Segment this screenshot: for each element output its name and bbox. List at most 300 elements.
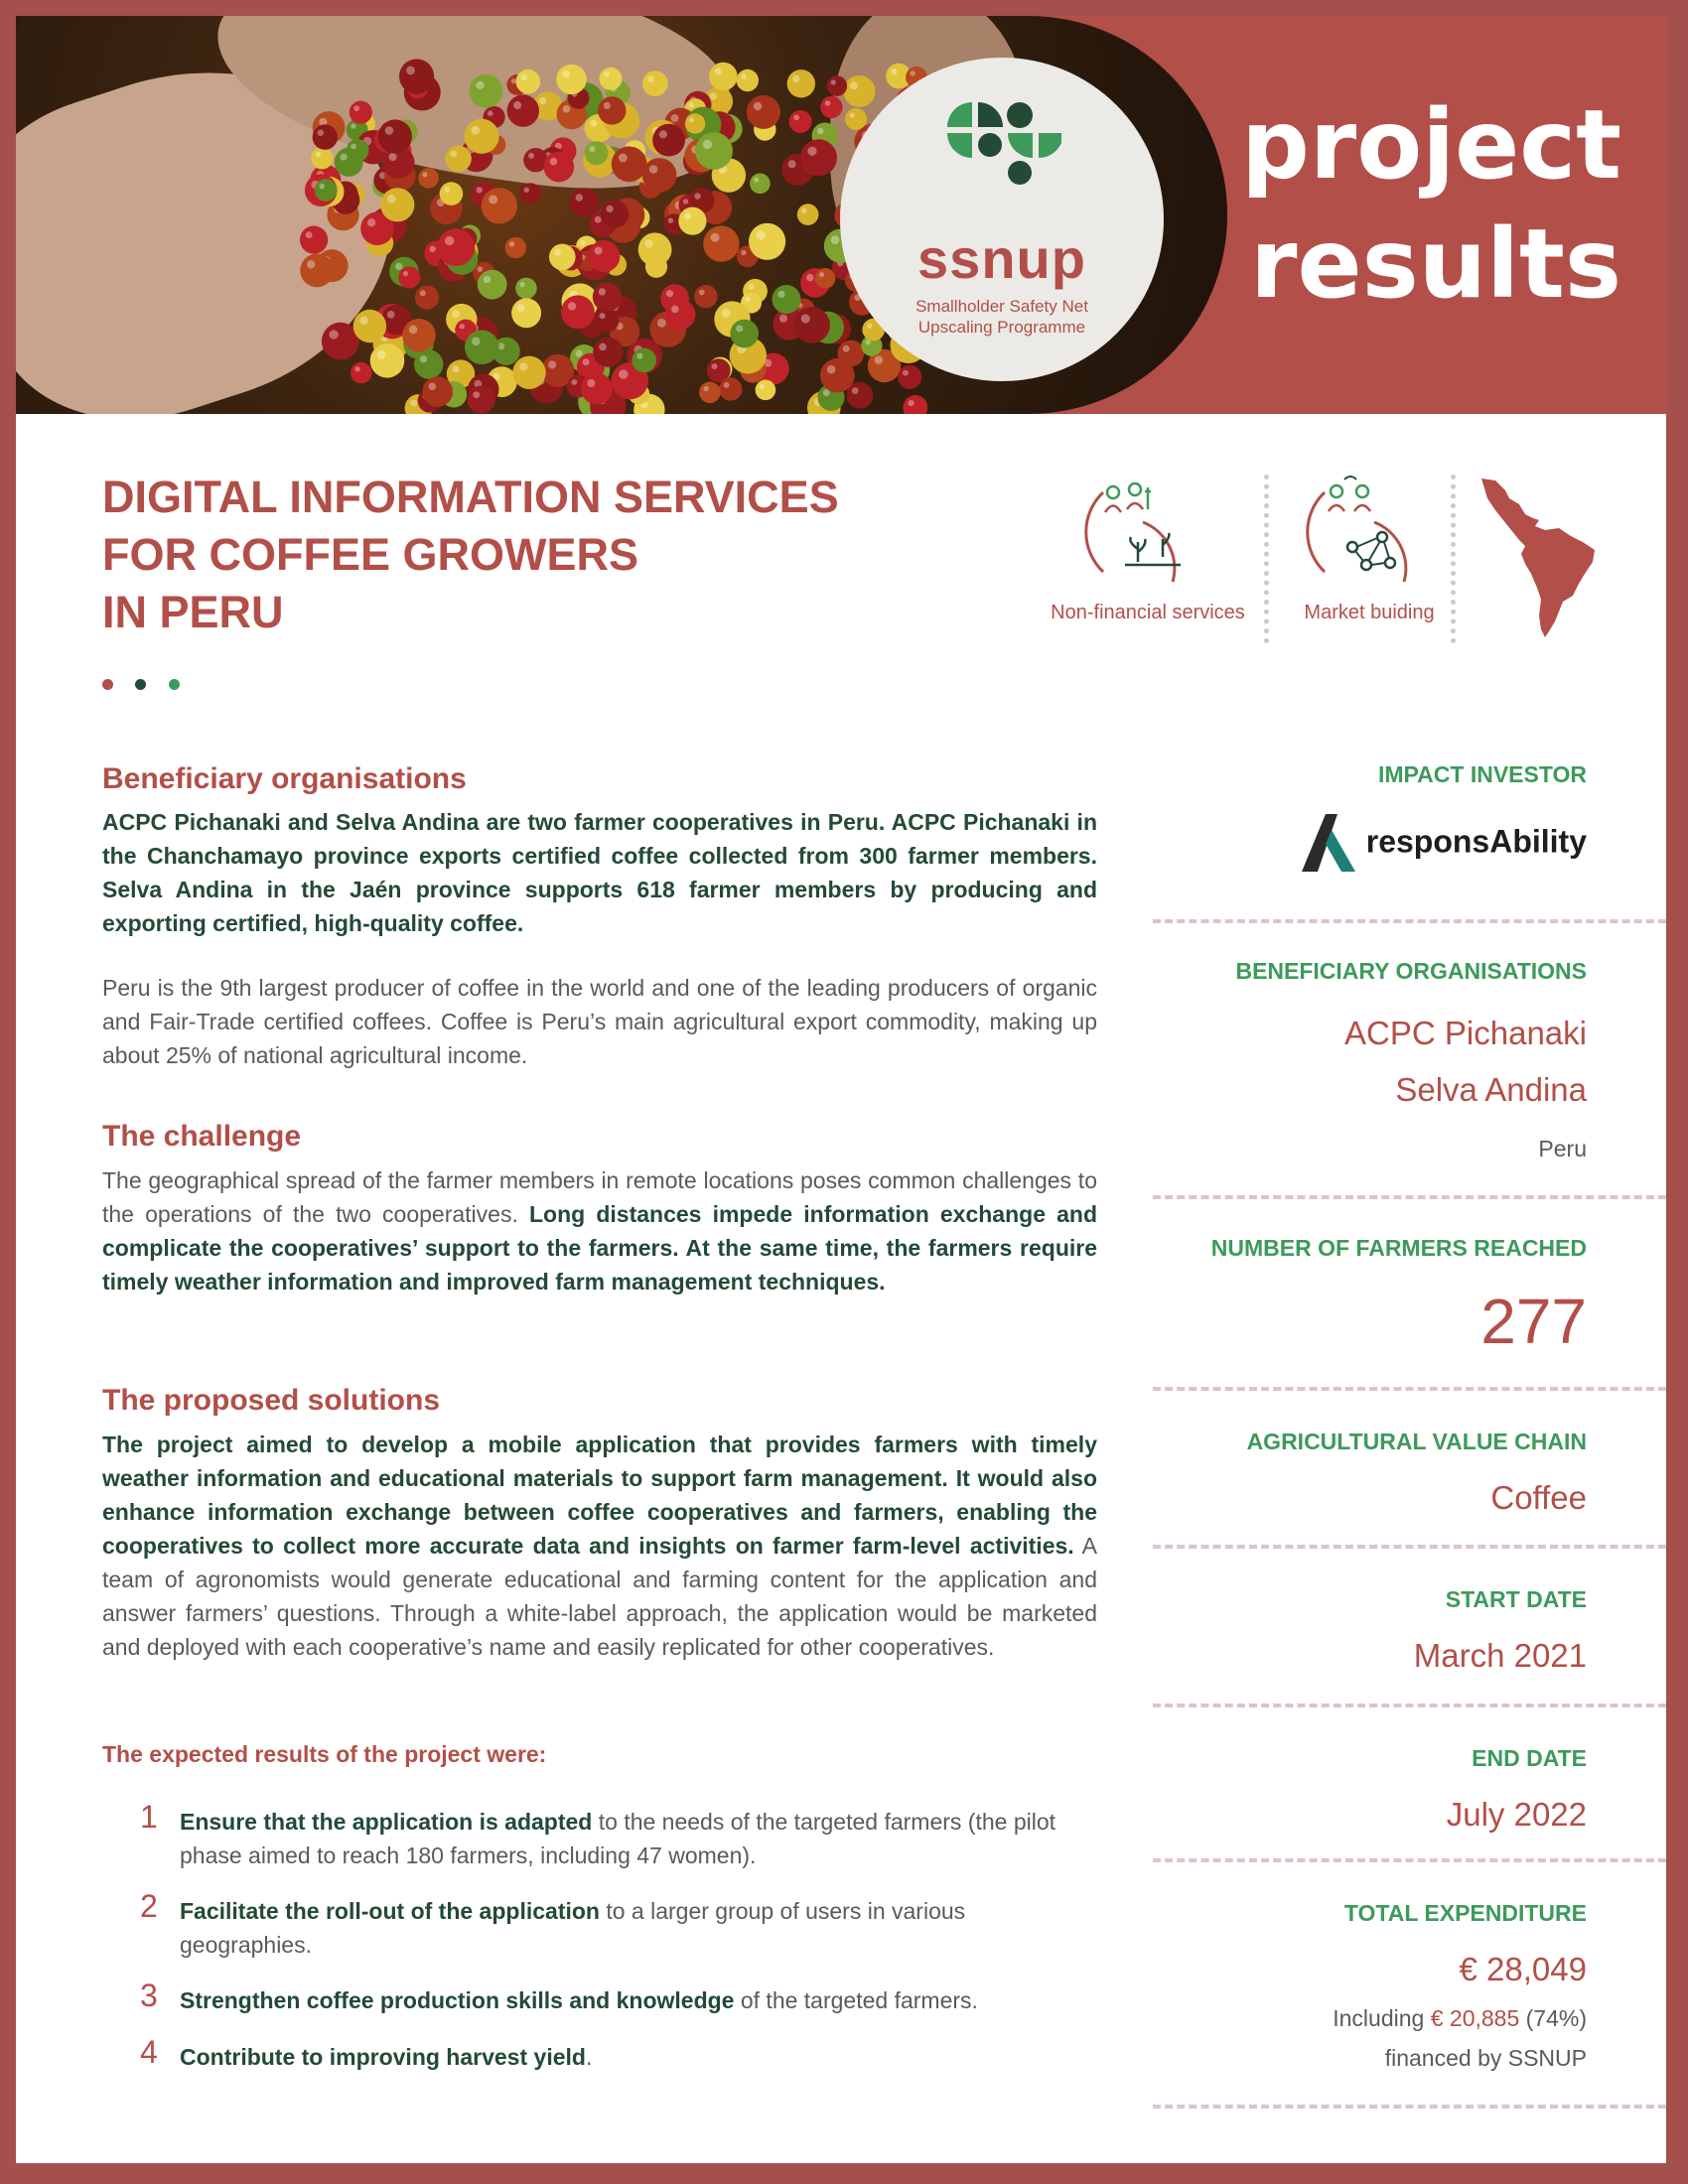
cherry-highlight [451, 151, 458, 158]
title-line-3: IN PERU [102, 587, 284, 637]
coffee-cherry [787, 69, 815, 97]
end-date-heading: END DATE [1472, 1745, 1587, 1771]
coffee-cherry [695, 132, 733, 170]
cherry-highlight [554, 249, 561, 256]
cherry-highlight [757, 230, 766, 239]
cherry-highlight [307, 260, 315, 268]
list-text [180, 1805, 1097, 1872]
farmers-heading: NUMBER OF FARMERS REACHED [1210, 1235, 1587, 1261]
ssnup-wordmark: ssnup [917, 227, 1086, 290]
ssnup-emblem-icon [942, 97, 1061, 187]
cherry-highlight [875, 356, 883, 364]
heading-challenge: The challenge [102, 1120, 302, 1153]
investor-name: responsAbility [1365, 823, 1587, 860]
coffee-cherry [300, 226, 328, 254]
cherry-highlight [528, 153, 534, 159]
cherry-highlight [422, 172, 427, 177]
cherry-highlight [704, 386, 709, 391]
cherry-highlight [316, 152, 322, 158]
cherry-highlight [722, 309, 731, 318]
cherry-highlight [444, 187, 450, 193]
cherry-highlight [583, 358, 590, 365]
sidebar-divider [1153, 1858, 1666, 1862]
coffee-cherry [600, 68, 623, 90]
coffee-cherry [315, 179, 338, 202]
coffee-cherry [844, 75, 876, 107]
list-text [180, 2040, 1097, 2074]
sidebar-divider [1153, 1704, 1666, 1707]
coffee-cherry [440, 182, 464, 205]
cherry-highlight [911, 70, 915, 75]
category-non-financial [1044, 468, 1252, 624]
list-text-bold: Ensure that the application is adapted [180, 1809, 593, 1835]
coffee-cherry [737, 69, 759, 91]
cherry-highlight [736, 325, 743, 332]
divider [1264, 475, 1269, 643]
coffee-cherry [300, 254, 334, 288]
coffee-cherry [570, 188, 600, 217]
cherry-highlight [520, 74, 526, 80]
coffee-cherry [478, 270, 507, 300]
cherry-highlight [452, 310, 460, 318]
start-date-value: March 2021 [1413, 1637, 1587, 1674]
coffee-cherry [561, 295, 595, 329]
cherry-highlight [539, 97, 546, 104]
cherry-highlight [452, 365, 459, 372]
coffee-cherry [601, 200, 629, 227]
heading-solutions: The proposed solutions [102, 1384, 441, 1417]
list-text [180, 1983, 1097, 2017]
doc-type-line-2: results [1250, 208, 1621, 320]
cherry-highlight [891, 68, 897, 74]
heading-beneficiary: Beneficiary organisations [102, 762, 467, 795]
cherry-highlight [600, 313, 606, 319]
category-market-building [1290, 468, 1449, 624]
cherry-highlight [599, 343, 607, 351]
cherry-highlight [645, 239, 653, 247]
coffee-cherry [756, 380, 776, 401]
cherry-highlight [409, 326, 417, 334]
cherry-highlight [576, 350, 583, 357]
cherry-highlight [595, 216, 602, 223]
cherry-highlight [519, 282, 524, 287]
cherry-highlight [831, 235, 840, 244]
latin-america-map-icon [1476, 471, 1615, 639]
coffee-cherry [351, 362, 371, 383]
cherry-highlight [410, 400, 417, 407]
cherry-highlight [471, 126, 480, 135]
expenditure-heading: TOTAL EXPENDITURE [1343, 1900, 1587, 1926]
green-dot-icon [169, 679, 180, 690]
coffee-cherry [482, 188, 517, 223]
cherry-highlight [351, 123, 355, 128]
cherry-highlight [329, 330, 338, 339]
cherry-highlight [754, 178, 759, 183]
cherry-highlight [850, 112, 855, 117]
cherry-highlight [319, 184, 325, 190]
sidebar-divider [1153, 1195, 1666, 1199]
coffee-cherry [544, 152, 575, 183]
coffee-cherry [845, 108, 867, 130]
red-dot-icon [102, 679, 113, 690]
cherry-highlight [748, 284, 754, 290]
sidebar-divider [1153, 1545, 1666, 1549]
farmers-plants-icon [1083, 468, 1212, 597]
cherry-highlight [843, 345, 850, 352]
cherry-highlight [576, 194, 583, 201]
coffee-cherry [750, 174, 771, 195]
financed-pct: (74%) [1525, 2005, 1587, 2031]
cherry-highlight [387, 195, 396, 204]
cherry-highlight [385, 126, 394, 135]
cherry-highlight [807, 147, 816, 156]
cherry-highlight [377, 350, 386, 359]
cherry-highlight [671, 306, 679, 314]
expenditure-value: € 28,049 [1459, 1951, 1587, 1987]
cherry-highlight [472, 338, 481, 346]
coffee-cherry [398, 266, 420, 288]
cherry-highlight [351, 144, 356, 150]
coffee-cherry [464, 119, 498, 154]
coffee-cherry [353, 310, 386, 342]
cherry-highlight [306, 231, 313, 238]
coffee-cherry [418, 168, 439, 189]
cherry-highlight [604, 102, 611, 109]
coffee-cherry [665, 299, 696, 330]
coffee-cherry [709, 63, 738, 91]
cherry-highlight [403, 271, 408, 276]
value-chain-heading: AGRICULTURAL VALUE CHAIN [1246, 1429, 1587, 1454]
cherry-highlight [710, 92, 717, 99]
cherry-highlight [754, 102, 762, 110]
decorative-dots [102, 677, 198, 695]
list-text [180, 1894, 1097, 1962]
coffee-cherry [632, 348, 656, 373]
cherry-highlight [908, 400, 914, 406]
cherry-highlight [587, 379, 595, 387]
cherry-highlight [511, 78, 516, 83]
cherry-highlight [745, 297, 750, 302]
beneficiary-body: Peru is the 9th largest producer of coffee in the world and one of the leading producers of organic and Fair-Trade certified coffees. Coffee is Peru’s main agricultural export commodity, making up about 25% of national agricultural income. [102, 975, 1097, 1068]
cherry-highlight [341, 154, 348, 161]
cherry-highlight [568, 302, 576, 310]
coffee-cherry [311, 147, 333, 169]
value-chain-value: Coffee [1490, 1479, 1587, 1516]
coffee-cherry [820, 358, 855, 393]
coffee-cherry [747, 95, 780, 129]
coffee-cherry [511, 298, 541, 328]
cherry-highlight [473, 391, 480, 398]
cherry-highlight [712, 363, 718, 369]
title-line-1: DIGITAL INFORMATION SERVICES [102, 472, 839, 522]
coffee-cherry [678, 207, 706, 235]
cherry-highlight [367, 218, 375, 226]
list-text-rest: of the targeted farmers. [740, 1987, 978, 2013]
coffee-cherry [797, 204, 819, 225]
coffee-cherry [593, 282, 622, 311]
cherry-highlight [519, 362, 527, 370]
cherry-highlight [513, 101, 521, 109]
coffee-cherry [685, 113, 705, 133]
cherry-highlight [389, 153, 397, 161]
coffee-cherry [793, 307, 830, 343]
coffee-cherry [515, 278, 537, 300]
cherry-highlight [850, 81, 858, 89]
beneficiary-lead: ACPC Pichanaki and Selva Andina are two farmer cooperatives in Peru. ACPC Pichanaki in the Chanchamayo province exports certified coffee collected from 300 farmer members. Selva Andina in the Jaén province supports 618 farmer members by producing and exporting certified, high-quality coffee. [102, 809, 1097, 936]
financed-amount: € 20,885 [1430, 2005, 1520, 2031]
cherry-highlight [420, 355, 427, 362]
impact-investor-heading: IMPACT INVESTOR [1378, 761, 1587, 787]
coffee-cherry [642, 158, 677, 193]
cherry-highlight [580, 240, 585, 245]
cherry-highlight [671, 114, 679, 122]
including-label: Including [1333, 2005, 1425, 2031]
cherry-highlight [524, 188, 529, 193]
list-text-rest: to the needs of the targeted farmers (the pilot phase aimed to reach 180 farmers, including 47 women). [180, 1809, 1056, 1868]
page [16, 16, 1666, 2163]
cherry-highlight [703, 140, 712, 149]
coffee-cherry [773, 285, 801, 314]
cherry-highlight [478, 266, 484, 272]
cherry-highlight [590, 120, 597, 127]
network-icon [1305, 468, 1434, 597]
category-label: Non-financial services [1051, 602, 1245, 623]
responsability-logo [1298, 810, 1587, 874]
cherry-highlight [354, 366, 359, 371]
cherry-highlight [353, 105, 359, 111]
coffee-cherry [642, 70, 668, 96]
cherry-highlight [792, 75, 799, 82]
challenge-text-bold: Long distances impede information exchange and complicate the cooperatives’ support to the farmers. At the same time, the farmers require timely weather information and improved farm management techniques. [102, 1201, 1098, 1295]
cherry-highlight [599, 288, 606, 295]
cherry-highlight [445, 236, 454, 245]
cherry-highlight [571, 379, 577, 385]
list-number: 4 [140, 2034, 158, 2070]
cherry-highlight [550, 158, 558, 166]
cherry-highlight [517, 304, 525, 312]
coffee-cherry [468, 386, 495, 414]
cherry-highlight [819, 272, 824, 277]
cherry-highlight [460, 324, 465, 329]
solutions-text [102, 1428, 1097, 1664]
ssnup-logo [840, 58, 1164, 381]
end-date-value: July 2022 [1446, 1796, 1587, 1833]
cherry-highlight [429, 246, 435, 252]
coffee-cherry [820, 96, 842, 118]
coffee-cherry [445, 146, 472, 173]
list-text-bold: Facilitate the roll-out of the application [180, 1898, 600, 1924]
cherry-highlight [741, 250, 746, 255]
cherry-highlight [604, 71, 610, 77]
list-text-bold: Contribute to improving harvest yield [180, 2044, 586, 2070]
coffee-cherry [581, 373, 613, 405]
coffee-cherry [380, 188, 414, 221]
cherry-highlight [666, 290, 673, 297]
cherry-highlight [649, 165, 658, 174]
financed-by: financed by SSNUP [1384, 2045, 1587, 2071]
coffee-cherry [470, 74, 503, 108]
cherry-highlight [760, 384, 765, 389]
coffee-cherry [415, 286, 439, 310]
cherry-highlight [619, 369, 628, 378]
coffee-cherry [378, 119, 412, 153]
ssnup-tagline-2: Upscaling Programme [917, 318, 1086, 337]
cherry-highlight [825, 100, 831, 106]
coffee-cherry [598, 96, 626, 124]
cherry-highlight [827, 365, 836, 374]
coffee-cherry [652, 124, 685, 157]
cherry-highlight [852, 387, 859, 394]
cherry-highlight [831, 79, 836, 84]
coffee-cherry [313, 124, 338, 149]
coffee-cherry [519, 183, 540, 204]
cherry-highlight [741, 73, 747, 79]
coffee-cherry [512, 356, 545, 389]
beneficiary-org-1: ACPC Pichanaki [1344, 1015, 1587, 1051]
coffee-cherry [699, 382, 721, 404]
coffee-cherry [588, 240, 620, 272]
title-line-2: FOR COFFEE GROWERS [102, 529, 638, 580]
challenge-text-plain: The geographical spread of the farmer members in remote locations poses common challenges to the operations of the two cooperatives. [102, 1167, 1097, 1227]
coffee-cherry [556, 65, 586, 94]
cherry-highlight [429, 383, 437, 391]
coffee-cherry [789, 110, 812, 133]
solutions-text-plain: A team of agronomists would generate educational and farming content for the application and answer farmers’ questions. Through a white-label approach, the application would be marketed and deployed with each cooperative’s name and easily replicated for other cooperatives. [102, 1533, 1097, 1660]
farmers-value: 277 [1480, 1286, 1587, 1357]
cherry-highlight [806, 274, 813, 281]
cherry-highlight [548, 360, 556, 368]
cherry-highlight [562, 70, 570, 78]
cherry-highlight [607, 205, 614, 212]
cherry-highlight [777, 291, 784, 298]
list-number: 2 [140, 1888, 158, 1924]
cherry-highlight [489, 196, 497, 205]
coffee-cherry [612, 146, 647, 182]
solutions-text-bold: The project aimed to develop a mobile application that provides farmers with timely weather information and educational materials to support farm management. It would also enhance information exchange between coffee cooperatives and farmers, enabling the cooperatives to collect more accurate data and insights on farmer farm-level activities. [102, 1432, 1097, 1559]
coffee-cherry [730, 320, 759, 348]
coffee-cherry [585, 141, 609, 165]
challenge-text [102, 1163, 1097, 1298]
coffee-cherry [903, 395, 927, 414]
expenditure-including [1333, 2005, 1587, 2032]
sidebar-divider [1153, 919, 1666, 923]
list-number: 3 [140, 1978, 158, 2013]
cherry-highlight [659, 130, 667, 138]
coffee-cherry [350, 101, 372, 124]
coffee-cherry [370, 343, 405, 378]
coffee-cherry [507, 94, 539, 126]
cherry-highlight [509, 241, 514, 246]
ssnup-tagline-1: Smallholder Safety Net [915, 297, 1088, 316]
coffee-cherry [516, 69, 541, 94]
dark-green-dot-icon [135, 679, 146, 690]
cherry-highlight [318, 130, 324, 136]
cherry-highlight [817, 128, 824, 135]
list-text-rest: to a larger group of users in various geographies. [180, 1898, 966, 1958]
cherry-highlight [823, 389, 830, 396]
cherry-highlight [488, 110, 493, 116]
coffee-cherry [815, 268, 836, 289]
cherry-highlight [647, 76, 653, 82]
coffee-cherry [437, 228, 475, 266]
page-title [102, 469, 936, 641]
cherry-highlight [684, 212, 691, 219]
cherry-highlight [589, 146, 595, 152]
coffee-cherry [898, 365, 921, 389]
coffee-cherry [422, 376, 453, 407]
cherry-highlight [420, 290, 426, 296]
cherry-highlight [359, 317, 367, 325]
responsability-mark-icon [1298, 810, 1361, 874]
cherry-highlight [657, 319, 666, 328]
coffee-cherry [549, 244, 576, 271]
list-text-rest: . [585, 2044, 593, 2070]
coffee-cherry [402, 319, 436, 352]
coffee-cherry [505, 237, 526, 258]
cherry-highlight [801, 314, 810, 323]
coffee-cherry [399, 59, 434, 93]
cherry-highlight [476, 81, 484, 89]
beneficiary-country: Peru [1538, 1136, 1587, 1161]
sidebar-divider [1153, 1387, 1666, 1391]
coffee-cherry [703, 225, 739, 261]
cherry-highlight [484, 276, 491, 283]
cherry-highlight [694, 193, 700, 199]
header-banner [16, 16, 1666, 414]
cherry-highlight [724, 382, 730, 388]
cherry-highlight [406, 67, 415, 75]
cherry-highlight [563, 105, 571, 113]
cherry-highlight [595, 247, 603, 255]
coffee-cherry [800, 139, 837, 176]
coffee-cherry [749, 223, 785, 260]
cherry-highlight [793, 115, 799, 121]
coffee-cherry [694, 285, 717, 308]
cherry-highlight [477, 187, 483, 193]
cherry-highlight [668, 218, 673, 223]
cherry-highlight [801, 208, 806, 213]
cherry-highlight [711, 233, 720, 242]
cherry-highlight [903, 370, 909, 376]
cherry-highlight [619, 154, 628, 163]
cherry-highlight [699, 290, 705, 296]
cherry-highlight [689, 117, 694, 122]
category-label: Market buiding [1304, 602, 1435, 623]
cherry-highlight [788, 160, 796, 168]
heading-expected-results: The expected results of the project were: [102, 1741, 547, 1767]
start-date-heading: START DATE [1445, 1586, 1587, 1612]
beneficiary-orgs-heading: BENEFICIARY ORGANISATIONS [1235, 958, 1587, 984]
coffee-cherry [347, 139, 369, 162]
beneficiary-org-2: Selva Andina [1395, 1071, 1587, 1108]
doc-type-line-1: project [1241, 89, 1621, 201]
cherry-highlight [636, 353, 642, 359]
coffee-cherry [465, 331, 499, 365]
coffee-cherry [414, 349, 443, 378]
cherry-highlight [689, 102, 694, 107]
cherry-highlight [387, 311, 395, 319]
coffee-cherry [638, 232, 672, 266]
sidebar-divider [1153, 2105, 1666, 2109]
divider [1451, 475, 1456, 643]
list-text-bold: Strengthen coffee production skills and knowledge [180, 1987, 735, 2013]
cherry-highlight [779, 315, 787, 323]
coffee-cherry [593, 338, 623, 367]
coffee-cherry [827, 75, 848, 96]
coffee-cherry [719, 377, 742, 400]
cherry-highlight [683, 199, 688, 204]
cherry-highlight [395, 263, 402, 270]
